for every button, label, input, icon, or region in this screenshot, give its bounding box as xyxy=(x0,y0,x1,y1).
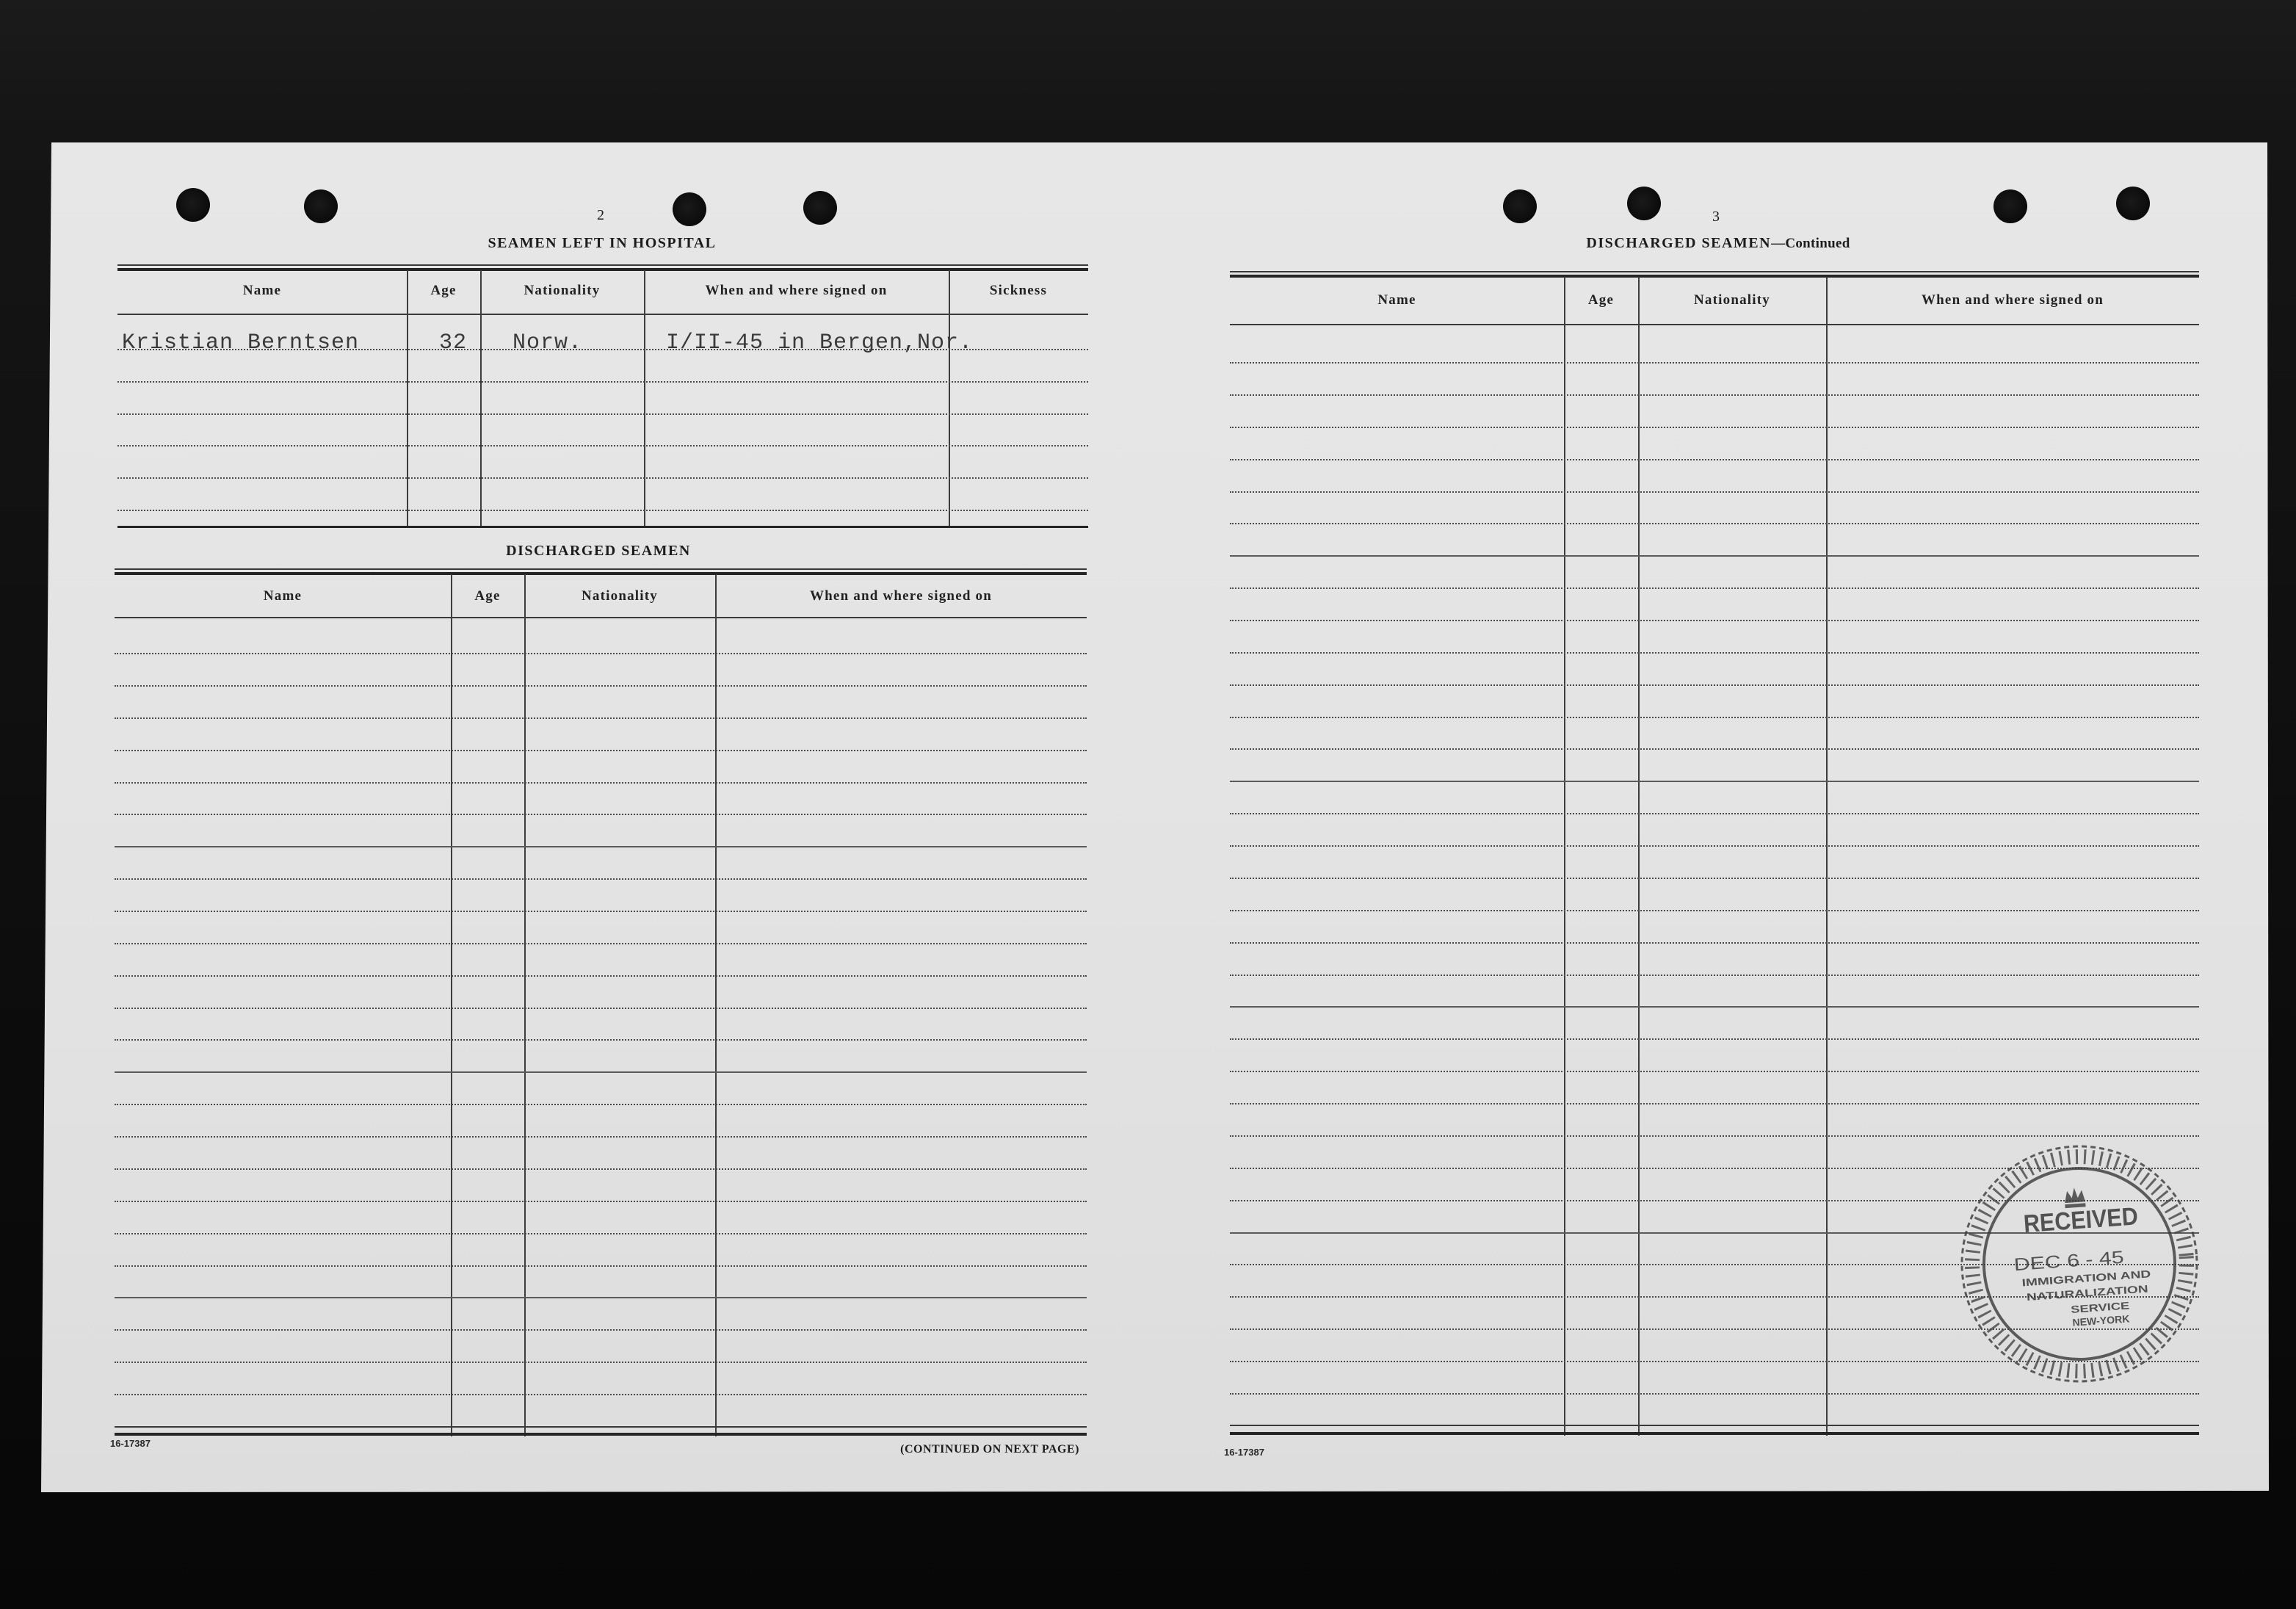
header-underline xyxy=(1230,324,2199,325)
row-rule xyxy=(115,750,1087,751)
row-rule xyxy=(115,911,1087,912)
row-rule xyxy=(1230,1103,2199,1104)
section-title-suffix: —Continued xyxy=(1771,236,1850,251)
row-rule xyxy=(1230,748,2199,750)
row-rule xyxy=(115,1039,1087,1041)
page-number: 3 xyxy=(1712,209,1720,225)
punch-hole xyxy=(304,189,338,223)
row-rule xyxy=(117,381,1088,383)
row-rule xyxy=(1230,1038,2199,1040)
double-rule-top xyxy=(1230,271,2199,272)
stamp-emblem-icon xyxy=(2064,1187,2086,1208)
double-rule-top xyxy=(1230,275,2199,278)
column-header-age: Age xyxy=(430,283,457,298)
header-underline xyxy=(115,617,1087,618)
stamp-agency-line: SERVICE xyxy=(2070,1300,2116,1315)
double-rule-bottom xyxy=(1230,1425,2199,1426)
row-rule xyxy=(1230,394,2199,396)
row-rule xyxy=(1230,620,2199,621)
column-header-signed-on: When and where signed on xyxy=(809,588,993,604)
column-header-name: Name xyxy=(1377,292,1416,308)
column-header-nationality: Nationality xyxy=(582,588,658,604)
column-divider xyxy=(451,574,452,1436)
punch-hole xyxy=(1993,189,2027,223)
row-rule xyxy=(1230,459,2199,460)
row-rule xyxy=(117,510,1088,511)
punch-hole xyxy=(673,192,706,226)
row-rule xyxy=(115,1201,1087,1202)
section-title: SEAMEN LEFT IN HOSPITAL xyxy=(488,235,717,251)
row-rule xyxy=(115,1104,1087,1105)
column-header-nationality: Nationality xyxy=(524,283,601,298)
double-rule-top xyxy=(117,268,1088,271)
column-divider xyxy=(480,270,482,526)
row-rule xyxy=(1230,781,2199,782)
discharged-table xyxy=(115,568,1087,1439)
stamp-agency-line: NATURALIZATION xyxy=(2026,1284,2116,1304)
stamp-heading: RECEIVED xyxy=(2022,1201,2152,1239)
double-rule-bottom xyxy=(115,1433,1087,1436)
column-divider xyxy=(1564,277,1565,1436)
column-divider xyxy=(407,270,408,526)
row-rule xyxy=(117,413,1088,415)
cell-age: 32 xyxy=(439,330,468,355)
row-rule xyxy=(115,1136,1087,1138)
column-header-age: Age xyxy=(474,588,501,604)
table-bottom-rule xyxy=(117,526,1088,528)
received-stamp xyxy=(1938,1123,2220,1405)
row-rule xyxy=(1230,942,2199,944)
section-title xyxy=(1491,234,1946,253)
row-rule xyxy=(1230,587,2199,589)
row-rule xyxy=(117,477,1088,479)
row-rule xyxy=(115,1008,1087,1009)
form-number: 16-17387 xyxy=(110,1438,151,1449)
row-rule xyxy=(115,1297,1087,1298)
double-rule-top xyxy=(117,264,1088,266)
row-rule xyxy=(1230,427,2199,428)
row-rule xyxy=(1230,555,2199,557)
row-rule xyxy=(115,685,1087,687)
row-rule xyxy=(115,1168,1087,1170)
row-rule xyxy=(1230,362,2199,364)
continued-note: (CONTINUED ON NEXT PAGE) xyxy=(900,1443,1079,1456)
row-rule xyxy=(115,1362,1087,1363)
row-rule xyxy=(1230,1071,2199,1072)
column-header-name: Name xyxy=(242,283,282,298)
row-rule xyxy=(115,717,1087,719)
punch-hole xyxy=(2116,187,2150,220)
column-divider xyxy=(524,574,526,1436)
double-rule-bottom xyxy=(115,1426,1087,1428)
double-rule-bottom xyxy=(1230,1432,2199,1435)
row-rule xyxy=(115,1265,1087,1267)
row-rule xyxy=(115,1394,1087,1395)
column-header-name: Name xyxy=(263,588,303,604)
column-header-signed-on: When and where signed on xyxy=(1921,292,2104,308)
stamp-emblem-crown xyxy=(2064,1187,2085,1203)
row-rule xyxy=(117,445,1088,446)
header-underline xyxy=(117,314,1088,315)
cell-signed-on: I/II-45 in Bergen,Nor. xyxy=(666,330,974,355)
row-rule xyxy=(115,846,1087,847)
row-rule xyxy=(115,814,1087,815)
column-header-age: Age xyxy=(1587,292,1615,308)
column-header-nationality: Nationality xyxy=(1694,292,1770,308)
row-rule xyxy=(1230,975,2199,976)
stamp-date: DEC 6 - 45 xyxy=(2013,1248,2102,1276)
row-rule xyxy=(115,1233,1087,1234)
section-title-main: DISCHARGED SEAMEN xyxy=(1586,235,1772,251)
cell-nationality: Norw. xyxy=(513,330,583,355)
row-rule xyxy=(1230,717,2199,718)
form-number: 16-17387 xyxy=(1224,1447,1264,1458)
column-divider xyxy=(715,574,717,1436)
punch-hole xyxy=(803,191,837,225)
stamp-agency-line: IMMIGRATION AND xyxy=(2021,1270,2117,1289)
row-rule xyxy=(115,653,1087,654)
row-rule xyxy=(115,1071,1087,1073)
punch-hole xyxy=(176,188,210,222)
column-header-sickness: Sickness xyxy=(989,283,1048,298)
row-rule xyxy=(1230,523,2199,524)
row-rule xyxy=(117,349,1088,350)
column-divider xyxy=(644,270,645,526)
column-header-signed-on: When and where signed on xyxy=(705,283,888,298)
row-rule xyxy=(1230,845,2199,847)
row-rule xyxy=(1230,878,2199,879)
double-rule-top xyxy=(115,568,1087,570)
row-rule xyxy=(1230,1006,2199,1008)
section-title: DISCHARGED SEAMEN xyxy=(506,543,691,559)
row-rule xyxy=(1230,652,2199,654)
row-rule xyxy=(1230,910,2199,911)
column-divider xyxy=(1826,277,1828,1436)
row-rule xyxy=(115,975,1087,977)
row-rule xyxy=(115,878,1087,880)
row-rule xyxy=(115,782,1087,784)
column-divider xyxy=(1638,277,1640,1436)
punch-hole xyxy=(1627,187,1661,220)
row-rule xyxy=(1230,491,2199,493)
page-number: 2 xyxy=(597,207,604,223)
hospital-table xyxy=(117,264,1088,530)
stamp-agency-line: NEW-YORK xyxy=(2071,1312,2130,1328)
double-rule-top xyxy=(115,572,1087,575)
punch-hole xyxy=(1503,189,1537,223)
column-divider xyxy=(949,270,950,526)
row-rule xyxy=(1230,684,2199,686)
cell-name: Kristian Berntsen xyxy=(122,330,360,355)
row-rule xyxy=(1230,813,2199,814)
row-rule xyxy=(115,1329,1087,1331)
row-rule xyxy=(115,943,1087,944)
